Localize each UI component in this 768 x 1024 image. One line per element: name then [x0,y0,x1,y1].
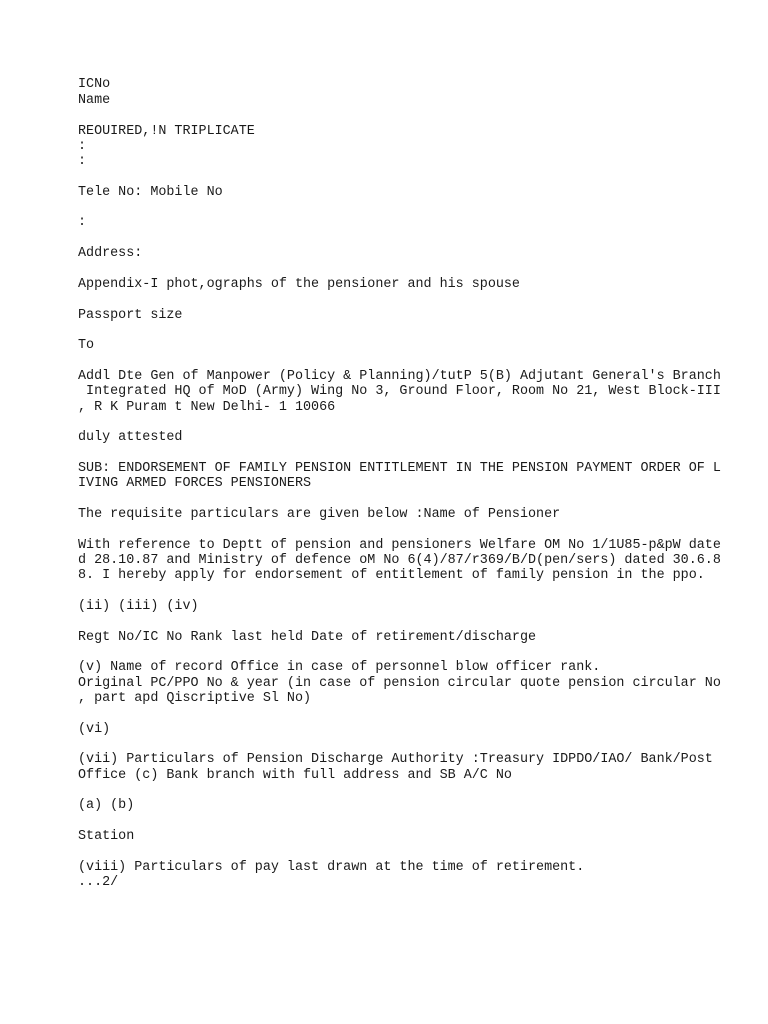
page-continuation-marker: ...2/ [78,875,119,890]
required-in-triplicate-heading: REOUIRED,!N TRIPLICATE [78,124,255,139]
addressee-line: Addl Dte Gen of Manpower (Policy & Planning)/tutP 5(B) Adjutant General's Branch [78,369,721,384]
addressee-line: , R K Puram t New Delhi- 1 10066 [78,400,336,415]
subject-line: IVING ARMED FORCES PENSIONERS [78,476,312,491]
subject-line: SUB: ENDORSEMENT OF FAMILY PENSION ENTITLEMENT IN THE PENSION PAYMENT ORDER OF L [78,461,721,476]
original-ppo-line: , part apd Qiscriptive Sl No) [78,691,312,706]
item-markers: (ii) (iii) (iv) [78,599,199,614]
pay-last-drawn-line: (viii) Particulars of pay last drawn at the time of retirement. [78,860,585,875]
colon-marker: : [78,215,87,230]
reference-paragraph-line: With reference to Deptt of pension and pensioners Welfare OM No 1/1U85-p&pW date [78,538,721,553]
icno-label: ICNo [78,77,111,92]
passport-size-label: Passport size [78,308,183,323]
record-office-line: (v) Name of record Office in case of personnel blow officer rank. [78,660,601,675]
appendix-photographs-line: Appendix-I phot,ographs of the pensioner and his spouse [78,277,520,292]
address-label: Address: [78,246,143,261]
tele-mobile-label: Tele No: Mobile No [78,185,223,200]
addressee-line: Integrated HQ of MoD (Army) Wing No 3, Ground Floor, Room No 21, West Block-III [78,384,721,399]
original-ppo-line: Original PC/PPO No & year (in case of pension circular quote pension circular No [78,676,721,691]
regt-rank-retirement-line: Regt No/IC No Rank last held Date of retirement/discharge [78,630,537,645]
particulars-intro: The requisite particulars are given below :Name of Pensioner [78,507,561,522]
item-markers: (a) (b) [78,798,135,813]
reference-paragraph-line: d 28.10.87 and Ministry of defence oM No 6(4)/87/r369/B/D(pen/sers) dated 30.6.8 [78,553,721,568]
colon-marker: : [78,139,87,154]
duly-attested-label: duly attested [78,430,183,445]
discharge-authority-line: (vii) Particulars of Pension Discharge Authority :Treasury IDPDO/IAO/ Bank/Post [78,752,713,767]
item-marker: (vi) [78,722,111,737]
reference-paragraph-line: 8. I hereby apply for endorsement of entitlement of family pension in the ppo. [78,568,705,583]
colon-marker: : [78,154,87,169]
discharge-authority-line: Office (c) Bank branch with full address and SB A/C No [78,768,512,783]
name-label: Name [78,93,111,108]
station-label: Station [78,829,135,844]
to-label: To [78,338,95,353]
